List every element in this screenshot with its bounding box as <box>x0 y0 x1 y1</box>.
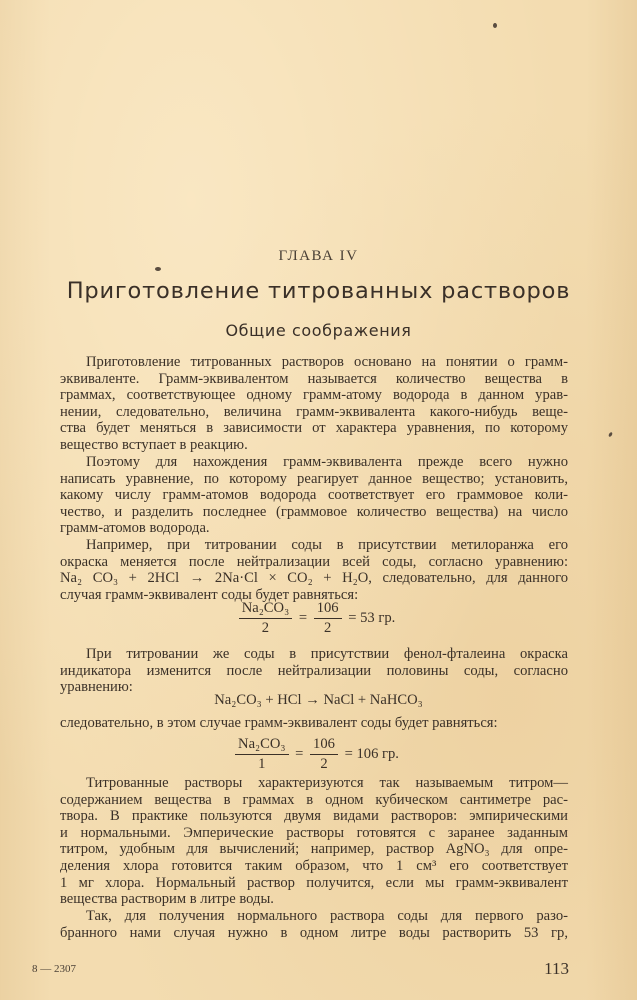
text-line: 1 мг хлора. Нормальный раствор получится, если мы грамм-эквивалент <box>60 874 568 891</box>
text-line: граммах, соответствующее одному грамм-атому водорода в данном урав- <box>60 387 568 404</box>
text-line: При титровании же соды в присутствии фенол-фталеина окраска <box>86 646 568 662</box>
text-line: Na₂ CO₃ + 2HCl → 2Na·Cl × CO₂ + H₂O, следовательно, для данного <box>60 570 568 587</box>
text-line: ства будет меняться в зависимости от характера уравнения, по которому <box>60 420 568 437</box>
text-line: окраска меняется после нейтрализации всей соды, согласно уравнению: <box>60 553 568 570</box>
text-line: нении, следовательно, величина грамм-эквивалента какого-нибудь веще- <box>60 403 568 420</box>
text-line: грамм-атомов водорода. <box>60 520 210 537</box>
chapter-title: Приготовление титрованных растворов <box>66 278 571 304</box>
paragraph-5 <box>60 715 568 732</box>
text-line: содержанием вещества в граммах в одном кубическом сантиметре рас- <box>60 791 568 808</box>
text-line: эквиваленте. Грамм-эквивалентом называется количество вещества в <box>60 370 568 387</box>
paper-speck <box>155 267 161 271</box>
text-line: и нормальными. Эмперические растворы готовятся с заранее заданным <box>60 824 568 841</box>
formula-reaction: Na₂CO₃ + HCl → NaCl + NaHCO₃ <box>214 692 423 708</box>
formula-equivalent-106: $\frac{\text{Na₂CO₃}}{1}$ = $\frac{106}{2}$ = 106 гр. <box>0 736 637 773</box>
text-line: вещества растворим в литре воды. <box>60 891 274 908</box>
text-line: твора. В практике пользуются двумя видами растворов: эмпирическими <box>60 808 568 825</box>
chapter-label: ГЛАВА IV <box>278 248 359 264</box>
text-line: какому числу грамм-атомов водорода соответствует его граммовое коли- <box>60 487 568 504</box>
text-line: Титрованные растворы характеризуются так называемым титром— <box>86 775 568 791</box>
fraction: $\frac{106}{2}$ <box>310 736 338 773</box>
text-line: Приготовление титрованных растворов основано на понятии о грамм- <box>86 354 568 370</box>
paragraph-3 <box>60 537 568 603</box>
paragraph-6 <box>60 775 568 908</box>
fraction: $\frac{\text{Na₂CO₃}}{2}$ <box>239 600 292 637</box>
page-number: 113 <box>544 959 569 978</box>
fraction: $\frac{106}{2}$ <box>314 600 342 637</box>
text-line: вещество вступает в реакцию. <box>60 436 248 453</box>
text-line: написать уравнение, по которому реагирует данное вещество; установить, <box>60 470 568 487</box>
text-line: следовательно, в этом случае грамм-эквивалент соды будет равняться: <box>60 715 498 731</box>
text-line: Так, для получения нормального раствора соды для первого разо- <box>86 908 568 924</box>
text-line: титром, удобным для вычислений; например, раствор AgNO₃ для опре- <box>60 841 568 858</box>
section-title: Общие соображения <box>225 321 412 340</box>
text-line: бранного нами случая нужно в одном литре воды растворить 53 гр, <box>60 924 568 941</box>
text-line: чество, и разделить последнее (граммовое количество вещества) на число <box>60 503 568 520</box>
paper-speck <box>493 23 497 28</box>
text-line: Например, при титровании соды в присутствии метилоранжа его <box>86 537 568 553</box>
formula-equivalent-53: $\frac{\text{Na₂CO₃}}{2}$ = $\frac{106}{2}$ = 53 гр. <box>0 600 637 637</box>
paper-speck <box>608 432 613 438</box>
paragraph-2 <box>60 454 568 537</box>
text-line: деления хлора готовится таким образом, что 1 см³ его соответствует <box>60 857 568 874</box>
text-line: уравнению: <box>60 679 133 696</box>
text-line: Поэтому для нахождения грамм-эквивалента прежде всего нужно <box>86 454 568 470</box>
paragraph-1 <box>60 354 568 454</box>
paragraph-7 <box>60 908 568 941</box>
text-line: случая грамм-эквивалент соды будет равняться: <box>60 586 359 603</box>
fraction: $\frac{\text{Na₂CO₃}}{1}$ <box>235 736 288 773</box>
paragraph-4 <box>60 646 568 696</box>
printer-signature: 8 — 2307 <box>32 963 76 975</box>
text-line: индикатора изменится после нейтрализации половины соды, согласно <box>60 662 568 679</box>
